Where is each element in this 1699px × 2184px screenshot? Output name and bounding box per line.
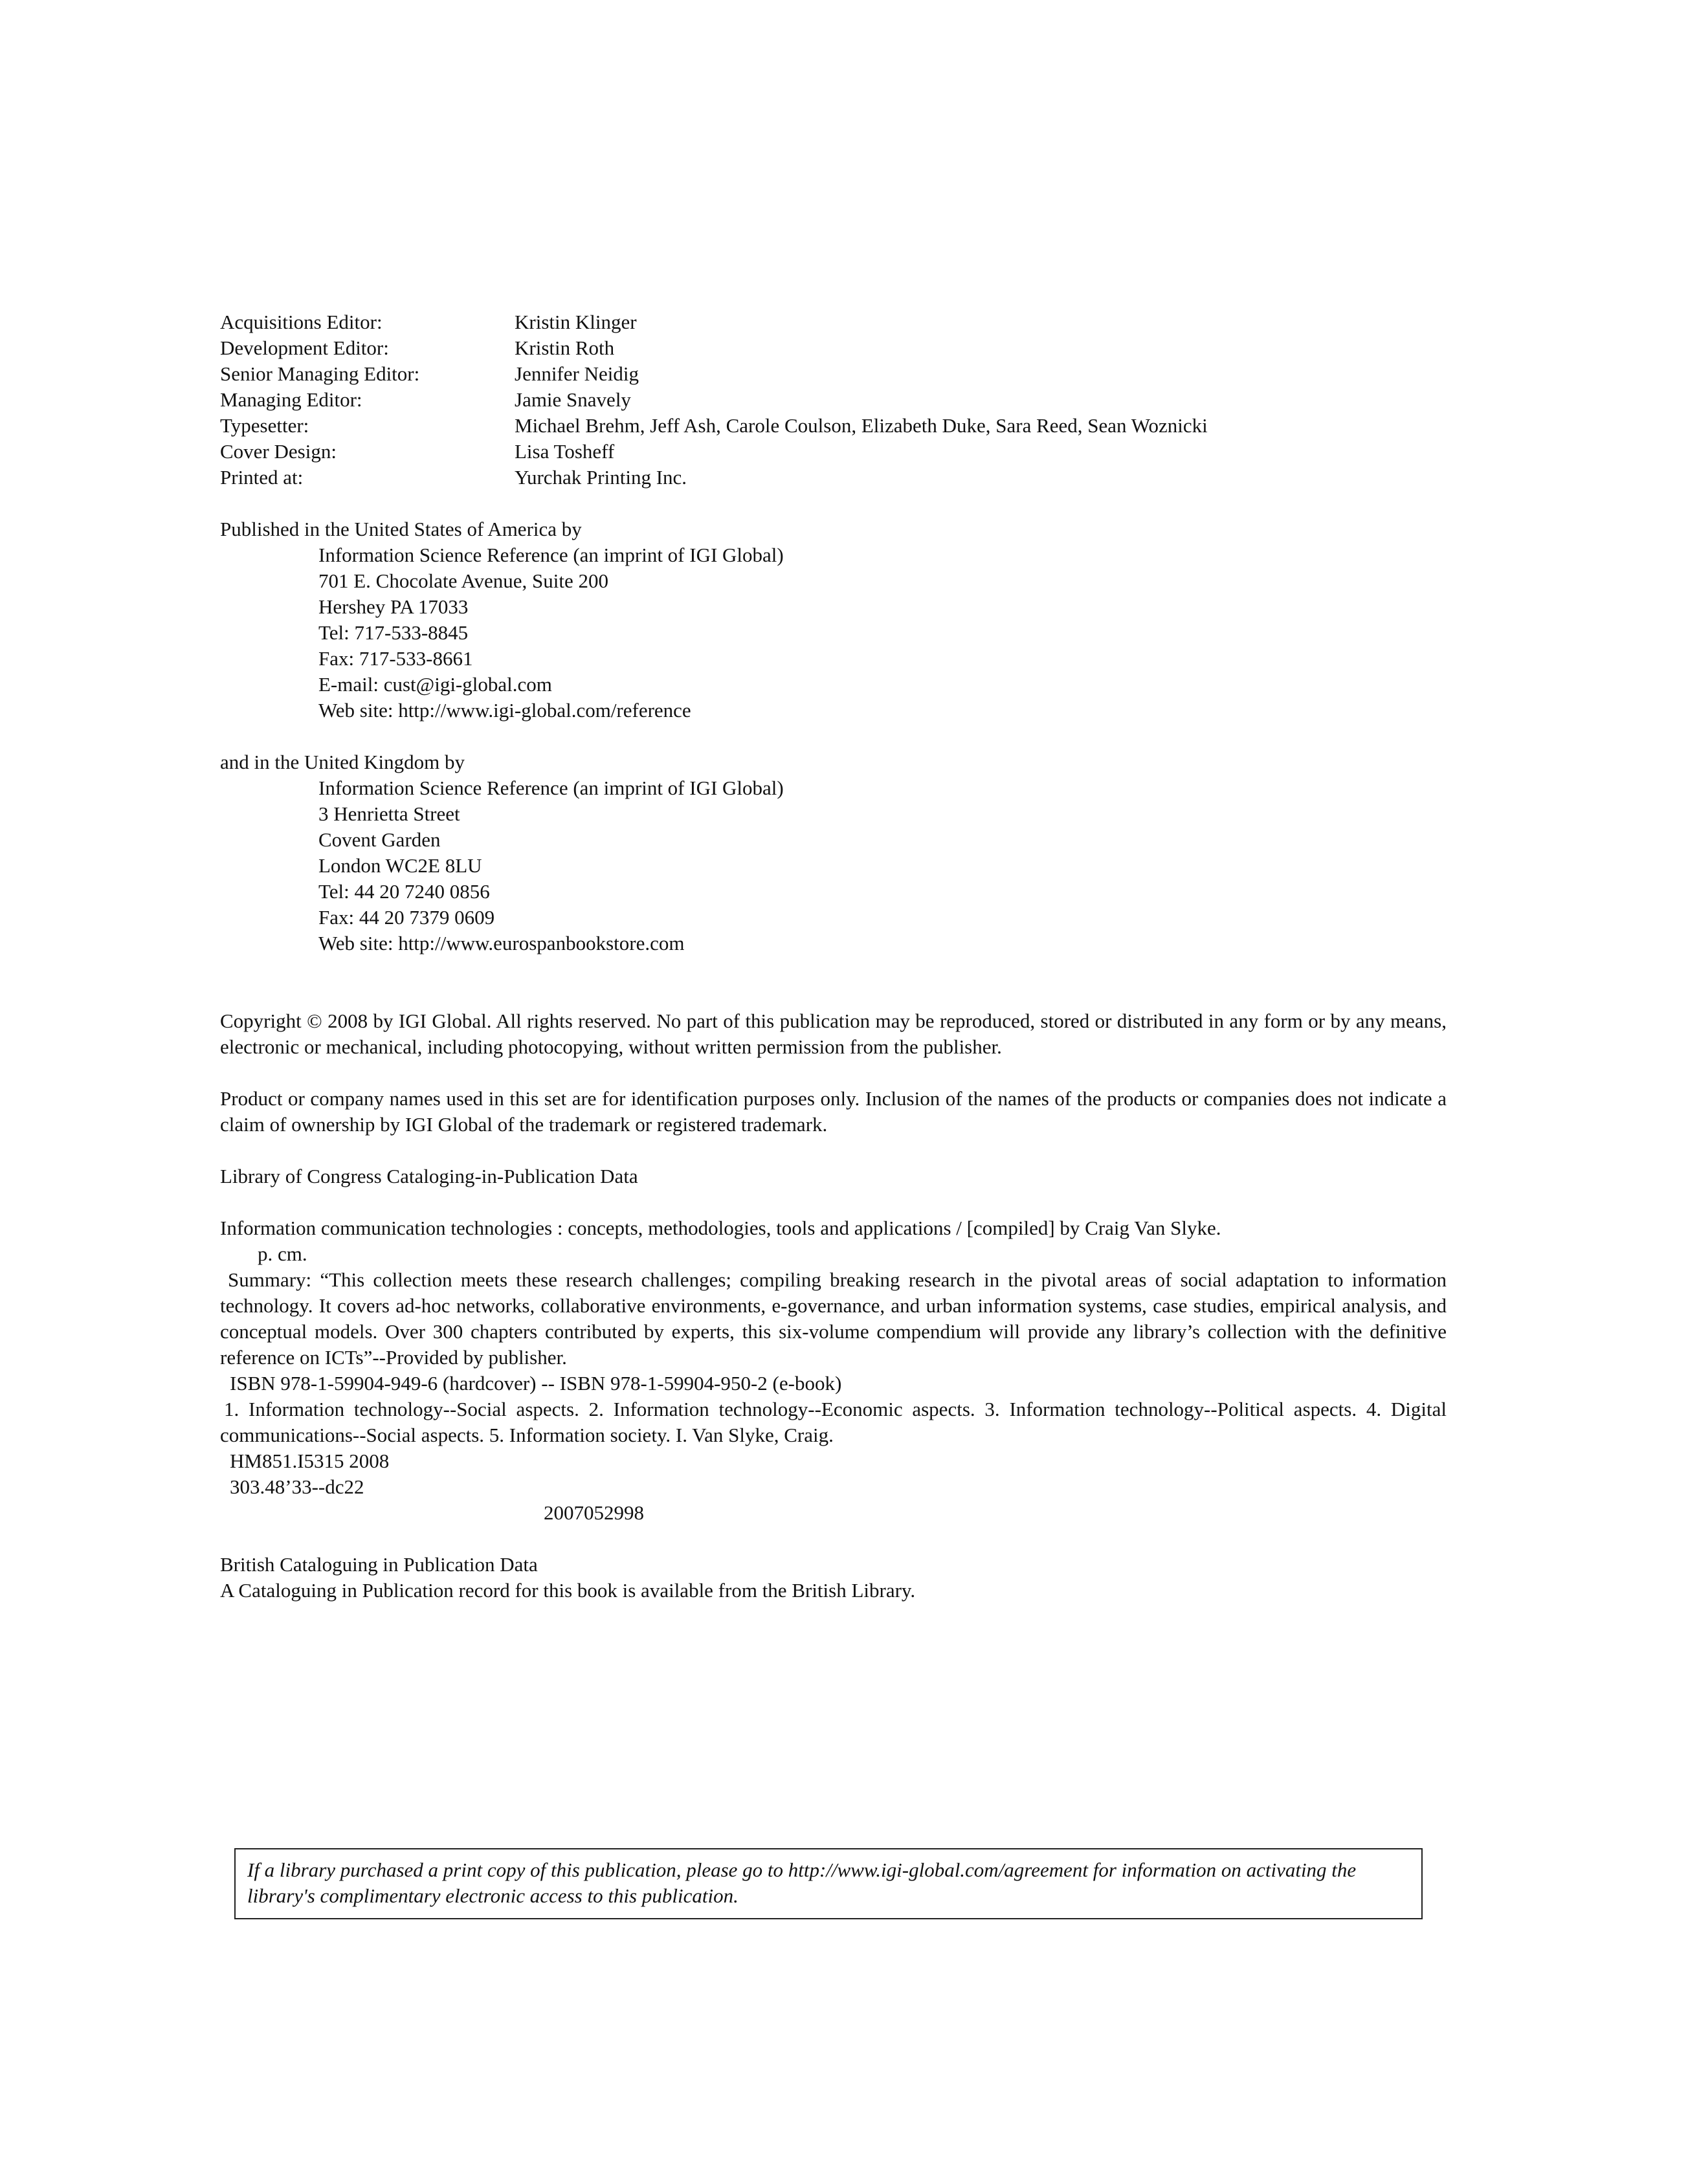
- phone-line: Tel: 717-533-8845: [318, 621, 469, 644]
- credit-label: Senior Managing Editor:: [220, 362, 420, 385]
- credit-value: Yurchak Printing Inc.: [515, 466, 687, 489]
- email-line: E-mail: cust@igi-global.com: [318, 673, 552, 696]
- notice-text: If a library purchased a print copy of this publication, please go to http://www.igi-global.com/agreement for information on activating the library's complimentary electronic access to this publication.: [247, 1859, 1357, 1907]
- loc-isbn: ISBN 978-1-59904-949-6 (hardcover) -- ISBN 978-1-59904-950-2 (e-book): [230, 1372, 842, 1395]
- phone-line: Tel: 44 20 7240 0856: [318, 880, 490, 903]
- credit-value: Jennifer Neidig: [515, 362, 639, 385]
- credit-label: Cover Design:: [220, 440, 337, 463]
- credit-value: Kristin Klinger: [515, 311, 637, 333]
- copyright-paragraph: Copyright © 2008 by IGI Global. All rights reserved. No part of this publication may be reproduced, stored or distributed in any form or by any means, electronic or mechanical, including photocopying, without written permission from the publisher.: [220, 1009, 1447, 1058]
- credit-value: Michael Brehm, Jeff Ash, Carole Coulson, Elizabeth Duke, Sara Reed, Sean Woznicki: [515, 414, 1208, 437]
- address-line: Information Science Reference (an imprint of IGI Global): [318, 777, 784, 799]
- address-line: Information Science Reference (an imprint of IGI Global): [318, 544, 784, 566]
- credit-label: Typesetter:: [220, 414, 309, 437]
- british-text: A Cataloguing in Publication record for this book is available from the British Library.: [220, 1579, 916, 1602]
- loc-dewey: 303.48’33--dc22: [230, 1475, 364, 1498]
- loc-title-line: Information communication technologies : concepts, methodologies, tools and applications / [compiled] by Craig Van Slyke.: [220, 1217, 1221, 1239]
- us-publisher-intro: Published in the United States of America by: [220, 518, 582, 540]
- address-line: 701 E. Chocolate Avenue, Suite 200: [318, 569, 608, 592]
- credit-label: Acquisitions Editor:: [220, 311, 383, 333]
- loc-summary: Summary: “This collection meets these research challenges; compiling breaking research in the pivotal areas of social adaptation to information technology. It covers ad-hoc networks, collaborative environments, e-governance, and urban information systems, case studies, empirical analysis, and conceptual models. Over 300 chapters contributed by experts, this six-volume compendium will provide any library’s collection with the definitive reference on ICTs”--Provided by publisher.: [220, 1268, 1447, 1369]
- fax-line: Fax: 717-533-8661: [318, 647, 473, 670]
- trademark-paragraph: Product or company names used in this set are for identification purposes only. Inclusion of the names of the products or companies does not indicate a claim of ownership by IGI Global of the trademark or registered trademark.: [220, 1087, 1447, 1136]
- address-line: London WC2E 8LU: [318, 854, 482, 877]
- address-line: 3 Henrietta Street: [318, 802, 460, 825]
- electronic-access-notice: [234, 1848, 1423, 1919]
- british-heading: British Cataloguing in Publication Data: [220, 1553, 538, 1576]
- website-line: Web site: http://www.igi-global.com/reference: [318, 699, 691, 722]
- address-line: Covent Garden: [318, 828, 441, 851]
- loc-subjects: 1. Information technology--Social aspects. 2. Information technology--Economic aspects. 3. Information technology--Political aspects. 4. Digital communications--Social aspects. 5. Information society. I. Van Slyke, Craig.: [220, 1398, 1447, 1446]
- address-line: Hershey PA 17033: [318, 595, 469, 618]
- credit-value: Jamie Snavely: [515, 388, 631, 411]
- credit-value: Lisa Tosheff: [515, 440, 615, 463]
- loc-lccn: 2007052998: [544, 1501, 644, 1524]
- credit-value: Kristin Roth: [515, 336, 615, 359]
- website-line: Web site: http://www.eurospanbookstore.com: [318, 932, 685, 954]
- loc-call-number: HM851.I5315 2008: [230, 1450, 390, 1472]
- credit-label: Development Editor:: [220, 336, 389, 359]
- fax-line: Fax: 44 20 7379 0609: [318, 906, 495, 929]
- uk-publisher-intro: and in the United Kingdom by: [220, 751, 465, 773]
- loc-heading: Library of Congress Cataloging-in-Publication Data: [220, 1165, 638, 1187]
- credit-label: Managing Editor:: [220, 388, 362, 411]
- loc-pcm: p. cm.: [258, 1242, 307, 1265]
- credit-label: Printed at:: [220, 466, 304, 489]
